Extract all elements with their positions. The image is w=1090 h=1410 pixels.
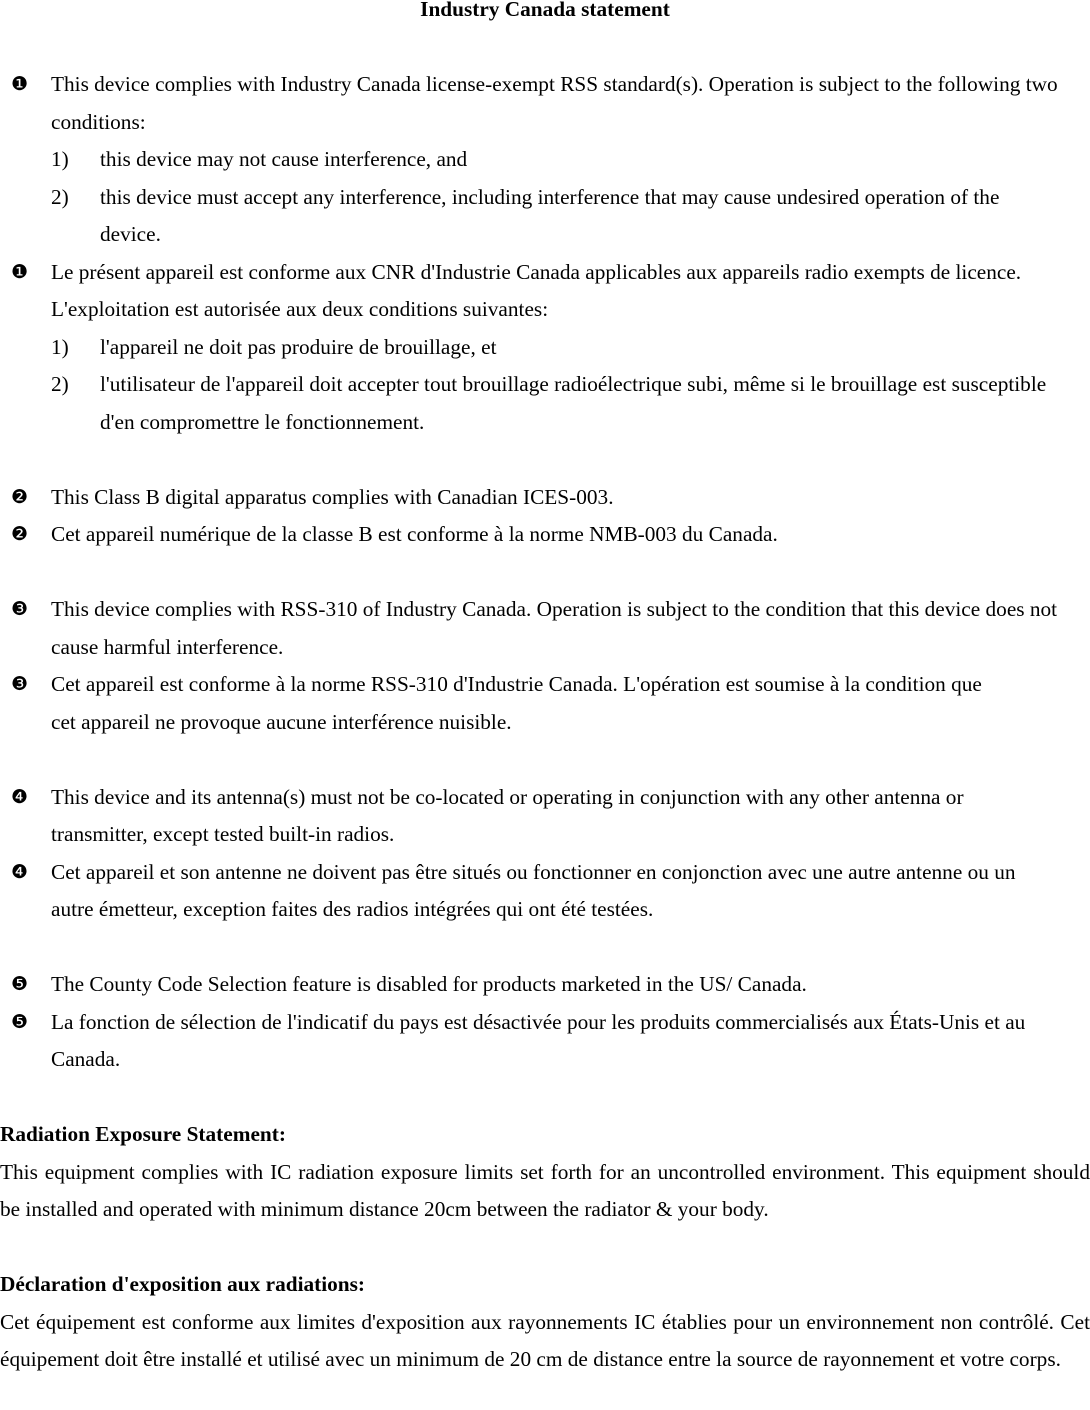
bullet-2-icon: ❷ [11,523,29,545]
bullet-5-icon: ❺ [11,1010,29,1033]
sub-item-number: 2) [51,184,69,209]
radiation-fr-heading: Déclaration d'exposition aux radiations: [0,1272,366,1296]
list-item [0,66,1090,141]
bullet-3-icon: ❸ [11,598,29,620]
item-text: Le présent appareil est conforme aux CNR d'Industrie Canada applicables aux appareils radio exempts de licence. L'exploitation est autorisée aux deux conditions suivantes: [51,259,1022,321]
item-text: This device complies with RSS-310 of Industry Canada. Operation is subject to the condition that this device does not cause harmful interference. [51,597,1058,659]
list-item [0,479,1090,517]
item-text: This device complies with Industry Canada license-exempt RSS standard(s). Operation is subject to the following two conditions: [51,72,1058,134]
sub-item-text: this device may not cause interference, and [100,147,468,171]
bullet-5-icon: ❺ [11,973,29,995]
bullet-1-icon: ❶ [11,260,29,283]
bullet-4-icon: ❹ [11,860,29,883]
list-item [0,666,1090,741]
bullet-1-icon: ❶ [11,73,29,95]
sub-item [0,179,1090,254]
sub-item-number: 2) [51,372,69,396]
sub-item-text: this device must accept any interference, including interference that may cause undesired operation of the device. [100,184,1000,246]
bullet-2-icon: ❷ [11,485,29,508]
radiation-body: This equipment complies with IC radiation exposure limits set forth for an uncontrolled environment. This equipment should be installed and operated with minimum distance 20cm between the radiator & your body. [0,1159,1090,1221]
list-item [0,854,1090,929]
item-text: Cet appareil et son antenne ne doivent pas être situés ou fonctionner en conjonction avec une autre antenne ou un autre émetteur, exception faites des radios intégrées qui ont été testées. [51,859,1016,921]
item-text: This device and its antenna(s) must not be co-located or operating in conjunction with any other antenna or transmitter, except tested built-in radios. [51,784,964,846]
list-item [0,779,1090,854]
sub-item-text: l'appareil ne doit pas produire de brouillage, et [100,334,497,359]
sub-item-text: l'utilisateur de l'appareil doit accepter tout brouillage radioélectrique subi, même si le brouillage est susceptible d'en compromettre le fonctionnement. [100,372,1047,434]
item-text: La fonction de sélection de l'indicatif du pays est désactivée pour les produits commercialisés aux États-Unis et au Canada. [51,1009,1026,1071]
item-text: Cet appareil numérique de la classe B est conforme à la norme NMB-003 du Canada. [51,522,778,546]
sub-item [0,366,1090,441]
bullet-3-icon: ❸ [11,673,29,695]
radiation-fr-body: Cet équipement est conforme aux limites d'exposition aux rayonnements IC établies pour un environnement non contrôlé. Cet équipement doit être installé et utilisé avec un minimum de 20 cm de distance entre la source de rayonnement et votre corps. [0,1309,1090,1371]
bullet-4-icon: ❹ [11,785,29,808]
item-text: This Class B digital apparatus complies with Canadian ICES-003. [51,484,614,509]
list-item [0,966,1090,1004]
sub-item [0,141,1090,179]
list-item [0,1004,1090,1079]
list-item [0,516,1090,554]
sub-item-number: 1) [51,334,69,359]
sub-item [0,329,1090,367]
item-text: The County Code Selection feature is disabled for products marketed in the US/ Canada. [51,972,807,996]
page-title: Industry Canada statement [420,0,670,21]
sub-item-number: 1) [51,147,69,171]
list-item [0,254,1090,329]
list-item [0,591,1090,666]
radiation-heading: Radiation Exposure Statement: [0,1122,286,1146]
item-text: Cet appareil est conforme à la norme RSS-310 d'Industrie Canada. L'opération est soumise à la condition que cet appareil ne provoque aucune interférence nuisible. [51,672,982,734]
